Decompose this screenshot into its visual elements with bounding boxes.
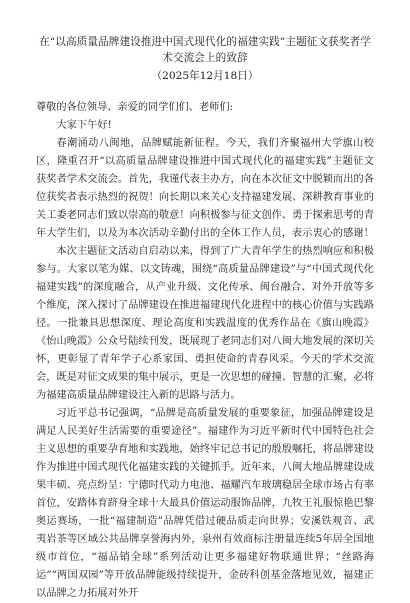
salutation: 尊敬的各位领导、亲爱的同学们们、老师们: [36, 102, 233, 113]
paragraph-3: 习近平总书记强调，“品牌是高质量发展的重要象征，加强品牌建设是满足人民美好生活需要的重要途径”。福建作为习近平新时代中国特色社会主义思想的重要孕育地和实践地，始终牢记总书记的殷殷嘱托，将品牌建设作为推进中国式现代化福建实践的关键抓手。近年来，八闽大地品牌建设成果丰硕、亮点纷呈：宁德时代动力电池、福耀汽车玻璃稳居全球市场占有率首位，安踏体育跻身全球十大最具价值运动服饰品牌，九牧王礼服惊艳巴黎奥运赛场，一批“福建制造”品牌凭借过硬品质走向世界；安溪铁观音、武夷岩茶等区域公共品牌享誉海内外，泉州有效商标注册量连续5年居全国地级市首位，“福品销全球”系列活动让更多福建好物联通世界；“丝路海运”“两国双园”等开放品牌能级持续提升，金砖科创基金落地见效，福建正以品牌之力拓展对外开 [36, 408, 374, 599]
paragraph-1: 春潮涌动八闽地，品牌赋能新征程。今天，我们齐聚福州大学旗山校区，隆重召开“以高质量品牌建设推进中国式现代化的福建实践”主题征文获奖者学术交流会。首先，我谨代表主办方，向在本次征文中脱颖而出的各位获奖者表示热烈的祝贺！向长期以来关心支持福建发展、深耕教育事业的关工委老同志们致以崇高的敬意！向积极参与征文创作、勇于探索思考的青年大学生们，以及为本次活动辛勤付出的全体工作人员，表示衷心的感谢！ [36, 138, 374, 239]
document-title: 在“以高质量品牌建设推进中国式现代化的福建实践”主题征文获奖者学术交流会上的致辞 [39, 36, 371, 64]
greeting: 大家下午好! [56, 120, 112, 131]
document-date: （2025年12月18日） [151, 70, 259, 82]
paragraph-2: 本次主题征文活动自启动以来，得到了广大青年学生的热烈响应和积极参与。大家以笔为媒、以文铸魂，围绕“高质量品牌建设”与“中国式现代化福建实践”的深度融合，从产业升级、文化传承、闽台融合、对外开放等多个维度，深入探讨了品牌建设在推进福建现代化进程中的核心价值与实践路径。一批兼具思想深度、理论高度和实践温度的优秀作品在《旗山晚霞》《怡山晚霞》公众号陆续刊发，既展现了老同志们对八闽大地发展的深切关怀，更彰显了青年学子心系家国、勇担使命的青春风采。今天的学术交流会，既是对征文成果的集中展示，更是一次思想的碰撞、智慧的汇聚，必将为福建高质量品牌建设注入新的思路与活力。 [36, 246, 374, 401]
